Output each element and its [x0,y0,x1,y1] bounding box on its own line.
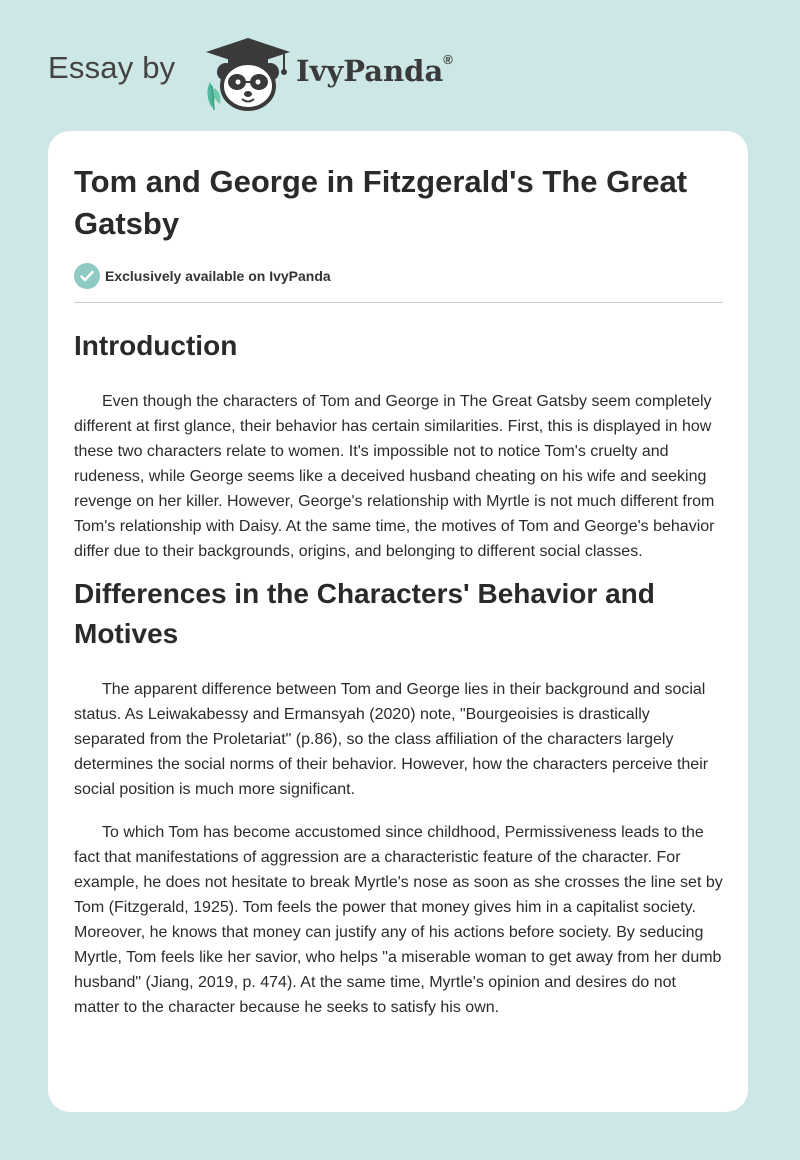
section-heading-differences: Differences in the Characters' Behavior and Motives [74,578,655,649]
paragraph: Even though the characters of Tom and George in The Great Gatsby seem completely different at first glance, their behavior has certain similarities. First, this is displayed in how these two characters relate to women. It's impossible not to notice Tom's cruelty and rudeness, while George seems like a deceived husband cheating on his wife and seeking revenge on her killer. However, George's relationship with Myrtle is not much different from Tom's relationship with Daisy. At the same time, the motives of Tom and George's behavior differ due to their backgrounds, origins, and belonging to different social classes. [74,393,715,560]
check-circle-icon [74,263,100,289]
section-heading-introduction: Introduction [74,330,238,361]
exclusive-label: Exclusively available on IvyPanda [105,268,331,284]
page-title: Tom and George in Fitzgerald's The Great Gatsby [74,164,688,241]
exclusive-badge [74,262,331,290]
paragraph: To which Tom has become accustomed since childhood, Permissiveness leads to the fact that manifestations of aggression are a characteristic feature of the character. For example, he does not hesitate to break Myrtle's nose as soon as she crosses the line set by Tom (Fitzgerald, 1925). Tom feels the power that money gives him in a capitalist society. Moreover, he knows that money can justify any of his actions before society. By seducing Myrtle, Tom feels like her savior, who helps "a miserable woman to get away from her dumb husband" (Jiang, 2019, p. 474). At the same time, Myrtle's opinion and desires do not matter to the character because he seeks to satisfy his own. [74,824,723,1016]
article-body [74,319,724,1020]
site-header [48,34,548,114]
essay-card [48,131,748,1112]
registered-mark: ® [443,52,453,68]
divider [74,302,723,303]
panda-logo-icon[interactable] [202,36,294,112]
paragraph: The apparent difference between Tom and George lies in their background and social status. As Leiwakabessy and Ermansyah (2020) note, "Bourgeoisies is drastically separated from the Proletariat" (p.86), so the class affiliation of the characters largely determines the social norms of their behavior. However, how the characters perceive their social position is much more significant. [74,681,709,798]
essay-by-label: Essay by [48,50,176,85]
brand-name[interactable]: IvyPanda® [296,52,453,88]
